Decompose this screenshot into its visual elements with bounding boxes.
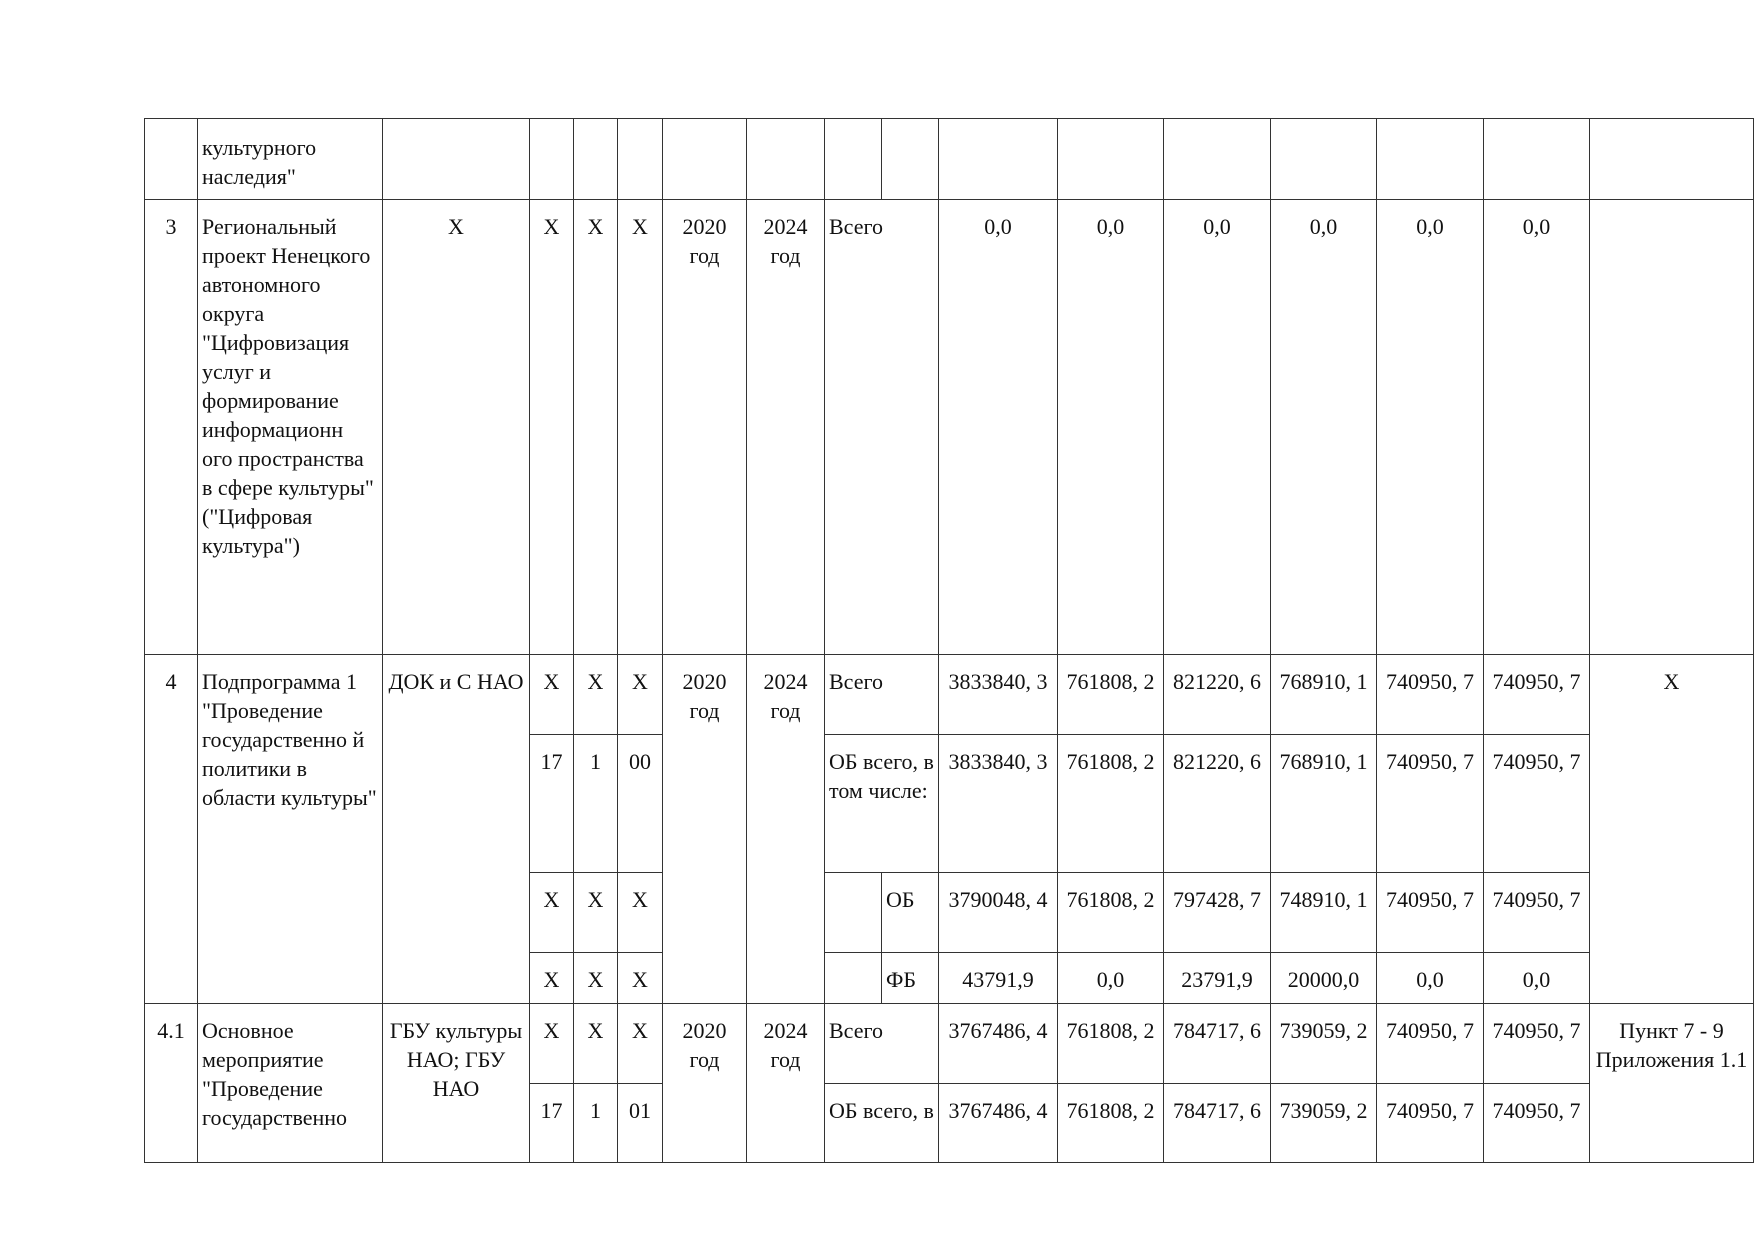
cell-source-indent [825,953,882,1004]
cell-value: 740950, 7 [1484,873,1590,953]
cell-value: 784717, 6 [1164,1084,1271,1163]
cell-value: 739059, 2 [1271,1004,1377,1084]
cell-value: 740950, 7 [1377,1004,1484,1084]
cell-kbk: 00 [618,735,663,873]
cell-num [145,119,198,200]
cell-value: 3833840, 3 [939,655,1058,735]
cell-name: культурного наследия" [198,119,383,200]
cell-value: 768910, 1 [1271,655,1377,735]
cell-value: 768910, 1 [1271,735,1377,873]
table-row [145,655,1754,735]
cell-num: 4.1 [145,1004,198,1163]
cell-value: 0,0 [1377,953,1484,1004]
cell-end: 2024 год [747,1004,825,1163]
cell-value: 0,0 [1058,200,1164,655]
cell-kbk: Х [618,1004,663,1084]
cell-value: 761808, 2 [1058,1084,1164,1163]
cell-value: 784717, 6 [1164,1004,1271,1084]
cell-value: 740950, 7 [1484,1004,1590,1084]
cell-num: 3 [145,200,198,655]
cell-value: 3767486, 4 [939,1084,1058,1163]
cell-value: 821220, 6 [1164,655,1271,735]
cell-value: 761808, 2 [1058,655,1164,735]
cell-value: 3833840, 3 [939,735,1058,873]
table-row [145,200,1754,655]
cell-kbk: 1 [574,1084,618,1163]
cell-source: ОБ всего, в том числе: [825,735,939,873]
table-row [145,119,1754,200]
cell-start: 2020 год [663,1004,747,1163]
cell-value: 3767486, 4 [939,1004,1058,1084]
cell-start: 2020 год [663,200,747,655]
cell-kbk: Х [530,873,574,953]
table-row [145,1004,1754,1084]
cell-link: Х [1590,655,1754,1004]
cell-kbk: 1 [574,735,618,873]
cell-name: Региональный проект Ненецкого автономного округа "Цифровизация услуг и формирование информационн ого пространства в сфере культуры" ("Цифровая культура") [198,200,383,655]
cell-name: Основное мероприятие "Проведение государственно [198,1004,383,1163]
cell-kbk: Х [530,953,574,1004]
cell-executor: Х [383,200,530,655]
cell-source: ОБ всего, в [825,1084,939,1163]
cell-kbk: 01 [618,1084,663,1163]
cell-link [1590,200,1754,655]
cell-value: 740950, 7 [1377,873,1484,953]
budget-table [144,118,1754,1163]
cell-source: ОБ [882,873,939,953]
cell-value: 740950, 7 [1484,1084,1590,1163]
cell-kbk: Х [574,873,618,953]
cell-kbk: Х [530,200,574,655]
cell-value: 748910, 1 [1271,873,1377,953]
cell-value: 761808, 2 [1058,873,1164,953]
cell-kbk: Х [618,953,663,1004]
cell-value: 761808, 2 [1058,735,1164,873]
cell-end: 2024 год [747,200,825,655]
cell-value: 740950, 7 [1377,1084,1484,1163]
cell-value: 43791,9 [939,953,1058,1004]
cell-link: Пункт 7 - 9 Приложения 1.1 [1590,1004,1754,1163]
cell-value: 740950, 7 [1484,655,1590,735]
cell-kbk: Х [530,655,574,735]
cell-kbk: 17 [530,1084,574,1163]
cell-value: 0,0 [1484,200,1590,655]
cell-kbk: Х [530,1004,574,1084]
cell-value: 740950, 7 [1377,735,1484,873]
cell-kbk: Х [618,873,663,953]
cell-kbk: 17 [530,735,574,873]
cell-source: ФБ [882,953,939,1004]
cell-value: 23791,9 [1164,953,1271,1004]
cell-kbk: Х [574,655,618,735]
cell-source: Всего [825,1004,939,1084]
cell-executor: ГБУ культуры НАО; ГБУ НАО [383,1004,530,1163]
cell-value: 20000,0 [1271,953,1377,1004]
cell-value: 3790048, 4 [939,873,1058,953]
cell-value: 797428, 7 [1164,873,1271,953]
cell-value: 761808, 2 [1058,1004,1164,1084]
cell-value: 0,0 [1377,200,1484,655]
cell-kbk: Х [574,1004,618,1084]
cell-kbk: Х [618,200,663,655]
cell-value: 0,0 [1058,953,1164,1004]
cell-value: 740950, 7 [1377,655,1484,735]
cell-source-indent [825,873,882,953]
cell-kbk: Х [574,200,618,655]
cell-value: 821220, 6 [1164,735,1271,873]
cell-num: 4 [145,655,198,1004]
cell-value: 0,0 [1484,953,1590,1004]
cell-source: Всего [825,200,939,655]
cell-kbk: Х [574,953,618,1004]
cell-value: 740950, 7 [1484,735,1590,873]
cell-value: 739059, 2 [1271,1084,1377,1163]
cell-kbk: Х [618,655,663,735]
cell-name: Подпрограмма 1 "Проведение государственно й политики в области культуры" [198,655,383,1004]
cell-end: 2024 год [747,655,825,1004]
cell-source: Всего [825,655,939,735]
cell-executor: ДОК и С НАО [383,655,530,1004]
cell-value: 0,0 [1271,200,1377,655]
cell-start: 2020 год [663,655,747,1004]
cell-value: 0,0 [1164,200,1271,655]
cell-value: 0,0 [939,200,1058,655]
